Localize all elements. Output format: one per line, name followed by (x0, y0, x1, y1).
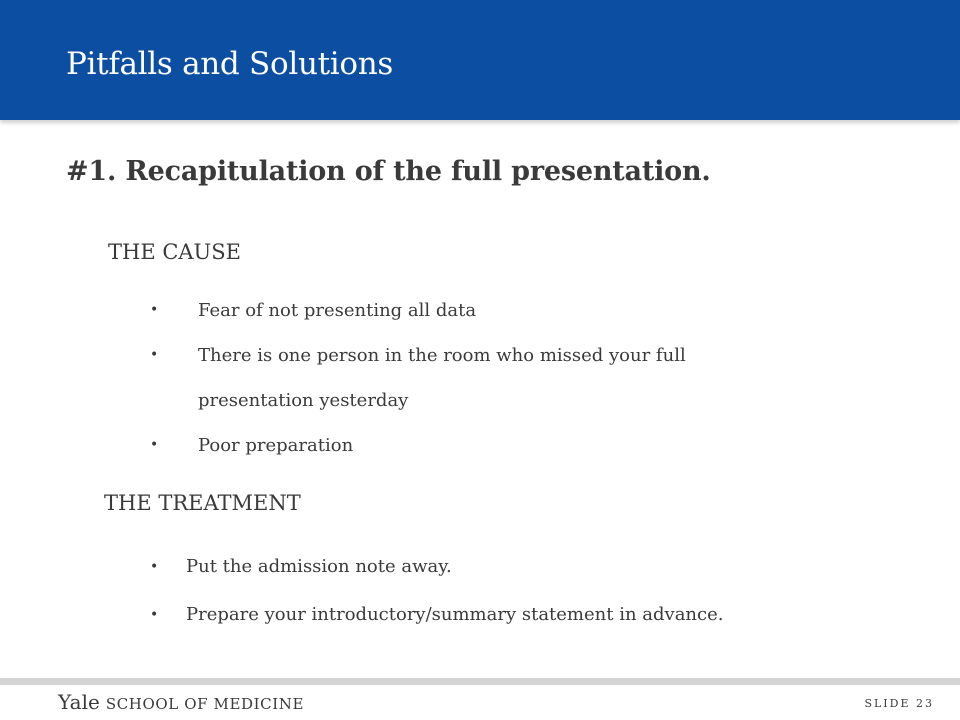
bullet-icon: • (150, 559, 159, 575)
header-bar (0, 0, 960, 120)
slide-title: Pitfalls and Solutions (66, 46, 394, 82)
bullet-icon: • (150, 302, 159, 318)
list-item (150, 333, 790, 423)
main-heading: #1. Recapitulation of the full presentation. (66, 156, 711, 187)
logo-yale-text: Yale (58, 690, 100, 714)
list-item (150, 288, 790, 333)
list-item (150, 591, 850, 639)
logo-school-text: SCHOOL OF MEDICINE (105, 695, 305, 713)
list-item-text: Fear of not presenting all data (198, 300, 477, 321)
bullet-icon: • (150, 437, 159, 453)
list-item-text: Prepare your introductory/summary statement in advance. (186, 604, 724, 625)
list-item-text: There is one person in the room who missed your full presentation yesterday (198, 345, 686, 411)
list-item-text: Put the admission note away. (186, 556, 452, 577)
bullet-icon: • (150, 347, 159, 363)
yale-medicine-logo (58, 690, 304, 714)
footer-divider (0, 678, 960, 685)
treatment-list (150, 543, 850, 639)
cause-heading: THE CAUSE (108, 240, 241, 264)
list-item-text: Poor preparation (198, 435, 354, 456)
treatment-heading: THE TREATMENT (104, 491, 301, 515)
slide-number: SLIDE 23 (864, 697, 934, 710)
cause-list (150, 288, 790, 468)
bullet-icon: • (150, 607, 159, 623)
list-item (150, 543, 850, 591)
list-item (150, 423, 790, 468)
